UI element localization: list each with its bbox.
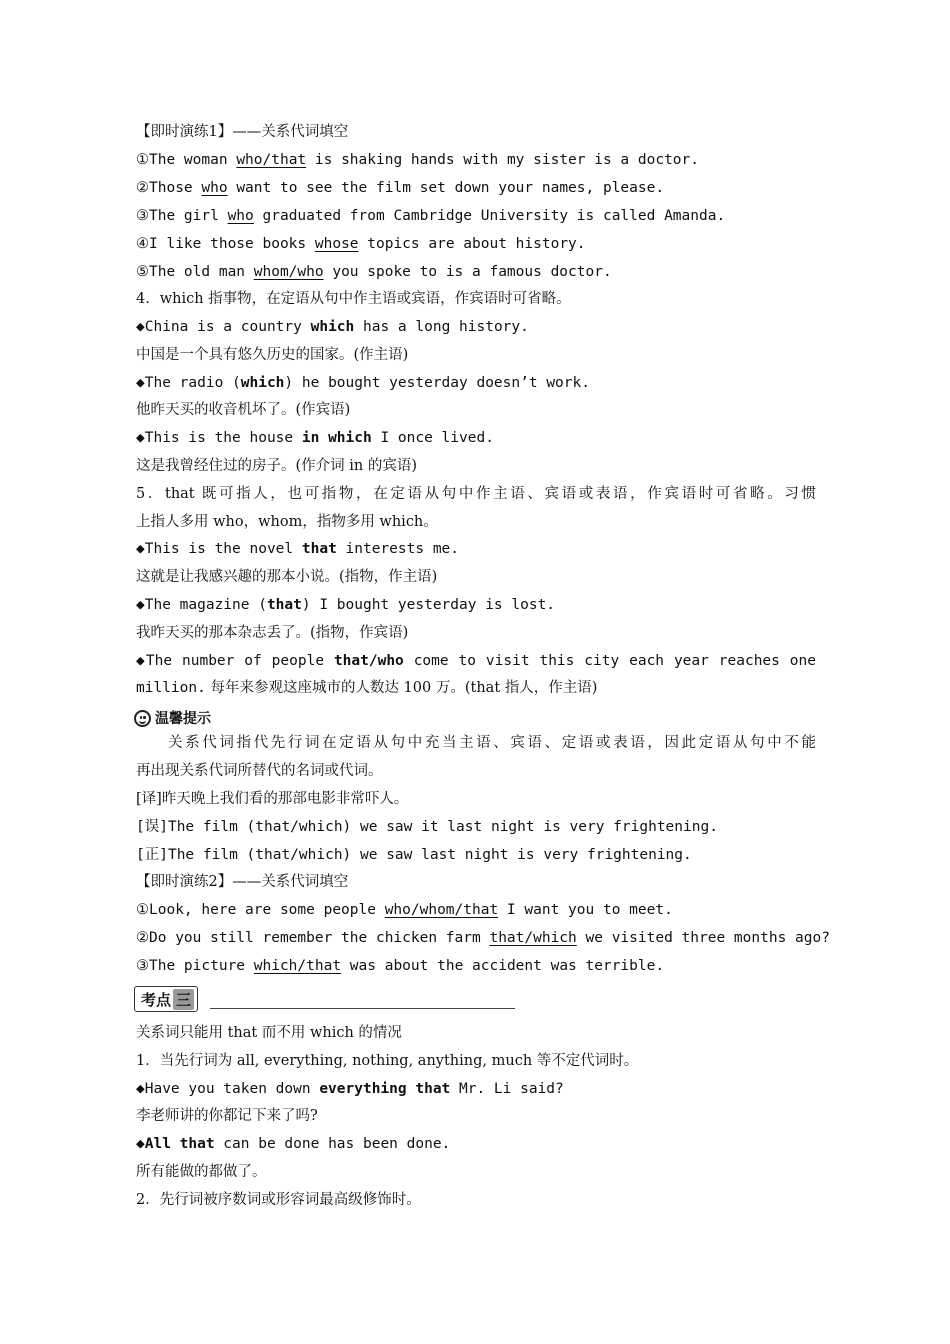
point4-example-3: ◆This is the house in which I once lived.: [136, 430, 494, 446]
point5-heading-line1: 5．that 既可指人，也可指物，在定语从句中作主语、宾语或表语，作宾语时可省略。习惯: [136, 486, 816, 502]
kaodian-point-1: 1．当先行词为 all, everything, nothing, anything, much 等不定代词时。: [136, 1053, 639, 1069]
answer-blank: who/whom/that: [384, 902, 499, 918]
point5-example-2-translation: 我昨天买的那本杂志丢了。(指物，作宾语): [136, 625, 409, 641]
section-divider: [210, 1008, 515, 1009]
point5-example-2: ◆The magazine (that) I bought yesterday is lost.: [136, 597, 556, 613]
point5-heading-line2: 上指人多用 who，whom，指物多用 which。: [136, 514, 438, 530]
practice2-item-3: ③The picture which/that was about the accident was terrible.: [136, 958, 665, 974]
kaodian-example-1: ◆Have you taken down everything that Mr. Li said?: [136, 1081, 564, 1097]
kaodian-example-2-translation: 所有能做的都做了。: [136, 1164, 267, 1180]
tip-header: [134, 708, 211, 728]
kaodian-example-1-translation: 李老师讲的你都记下来了吗?: [136, 1108, 318, 1124]
tip-translation: [译]昨天晚上我们看的那部电影非常吓人。: [136, 791, 409, 807]
kaodian-label: 考点: [141, 990, 172, 1009]
practice2-title: 【即时演练2】——关系代词填空: [136, 874, 349, 890]
answer-blank: that/which: [489, 930, 577, 946]
kaodian-box: [134, 986, 198, 1012]
answer-blank: whose: [314, 236, 359, 252]
point5-example-1-translation: 这就是让我感兴趣的那本小说。(指物，作主语): [136, 569, 438, 585]
point4-example-3-translation: 这是我曾经住过的房子。(作介词 in 的宾语): [136, 458, 418, 474]
practice1-item-2: ②Those who want to see the film set down your names, please.: [136, 180, 665, 196]
tip-right-example: [正]The film (that/which) we saw last night is very frightening.: [136, 847, 692, 863]
answer-blank: which/that: [253, 958, 342, 974]
answer-blank: who: [227, 208, 254, 224]
kaodian-number: 三: [173, 989, 194, 1010]
practice1-item-3: ③The girl who graduated from Cambridge University is called Amanda.: [136, 208, 726, 224]
answer-blank: who/that: [236, 152, 307, 168]
point4-example-2-translation: 他昨天买的收音机坏了。(作宾语): [136, 402, 351, 418]
kaodian-example-2: ◆All that can be done has been done.: [136, 1136, 451, 1152]
practice2-item-2: ②Do you still remember the chicken farm that/which we visited three months ago?: [136, 930, 830, 946]
practice2-item-1: ①Look, here are some people who/whom/that I want you to meet.: [136, 902, 673, 918]
tip-text-line2: 再出现关系代词所替代的名词或代词。: [136, 763, 383, 779]
tip-wrong-example: [误]The film (that/which) we saw it last night is very frightening.: [136, 819, 718, 835]
point4-example-1: ◆China is a country which has a long history.: [136, 319, 529, 335]
section-badge-kaodian: [134, 985, 198, 1013]
point4-example-2: ◆The radio (which) he bought yesterday doesn’t work.: [136, 375, 590, 391]
smiley-icon: [134, 710, 151, 727]
practice1-title: 【即时演练1】——关系代词填空: [136, 124, 349, 140]
point4-example-1-translation: 中国是一个具有悠久历史的国家。(作主语): [136, 347, 409, 363]
answer-blank: who: [201, 180, 228, 196]
point4-heading: 4．which 指事物，在定语从句中作主语或宾语，作宾语时可省略。: [136, 291, 571, 307]
answer-blank: whom/who: [253, 264, 324, 280]
kaodian-point-2: 2．先行词被序数词或形容词最高级修饰时。: [136, 1192, 421, 1208]
point5-example-3-line2: million. 每年来参观这座城市的人数达 100 万。(that 指人，作主语): [136, 680, 598, 696]
practice1-item-1: ①The woman who/that is shaking hands with my sister is a doctor.: [136, 152, 699, 168]
practice1-item-5: ⑤The old man whom/who you spoke to is a famous doctor.: [136, 264, 612, 280]
practice1-item-4: ④I like those books whose topics are about history.: [136, 236, 586, 252]
point5-example-3: ◆The number of people that/who come to visit this city each year reaches one: [136, 653, 816, 669]
kaodian-intro: 关系词只能用 that 而不用 which 的情况: [136, 1025, 402, 1041]
tip-label: 温馨提示: [155, 711, 211, 727]
tip-text-line1: 关系代词指代先行词在定语从句中充当主语、宾语、定语或表语，因此定语从句中不能: [168, 735, 816, 751]
point5-example-1: ◆This is the novel that interests me.: [136, 541, 460, 557]
